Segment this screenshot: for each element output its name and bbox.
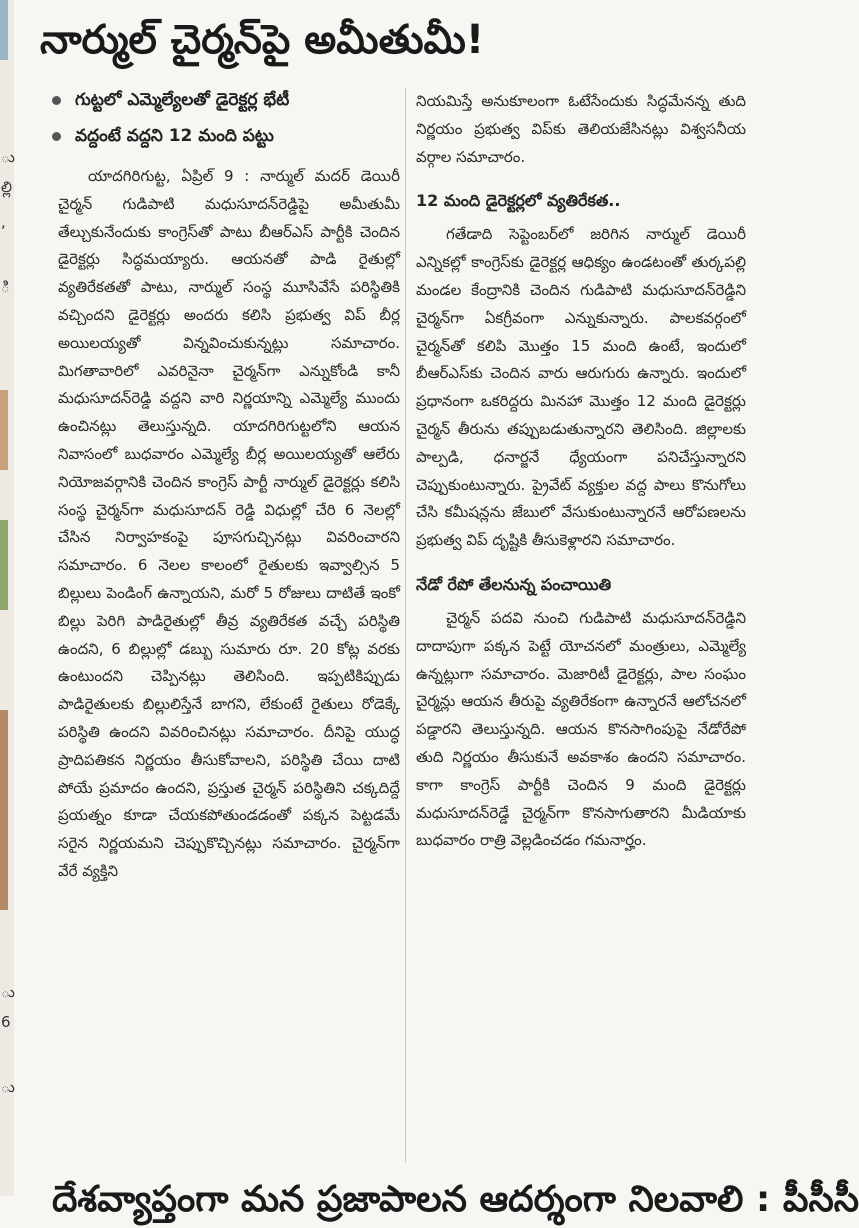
- column-divider: [405, 88, 406, 1163]
- bullet-dot-icon: [52, 96, 61, 105]
- bullet-item: [52, 82, 397, 118]
- edge-text-fragment: ల్లి: [1, 178, 12, 196]
- right-column: [416, 88, 746, 1158]
- edge-photo-fragment: [0, 710, 8, 910]
- bullet-text: గుట్టలో ఎమ్మెల్యేలతో డైరెక్టర్ల భేటీ: [75, 90, 290, 110]
- article-body-paragraph: యాదగిరిగుట్ట, ఏప్రిల్ 9 : నార్ముల్ మదర్ డెయిరీ చైర్మన్ గుడిపాటి మధుసూదన్‌రెడ్డిపై అమీతుమీ తేల్చుకునేందుకు కాంగ్రెస్‌తో పాటు బీఆర్ఎస్ పార్టీకి చెందిన డైరెక్టర్లు సిద్ధమయ్యారు. ఆయనతో పాడి రైతుల్లో వ్యతిరేకతతో పాటు, నార్ముల్ సంస్థ మూసివేసే పరిస్థితికి వచ్చిందని డైరెక్టర్లు అందరు కలిసి ప్రభుత్వ విప్ బీర్ల అయిలయ్యతో విన్నవించుకున్నట్లు సమాచారం. మిగతావారిలో ఎవరినైనా చైర్మన్‌గా ఎన్నుకోండి కానీ మధుసూదన్‌రెడ్డి వద్దని వారి నిర్ణయాన్ని ఎమ్మెల్యే ముందు ఉంచినట్లు తెలుస్తున్నది. యాదగిరిగుట్టలోని ఆయన నివాసంలో బుధవారం ఎమ్మెల్యే బీర్ల అయిలయ్యతో ఆలేరు నియోజవర్గానికి చెందిన కాంగ్రెస్ పార్టీ నార్ముల్ డైరెక్టర్లు కలిసి సంస్థ చైర్మన్‌గా మధుసూదన్ రెడ్డి విధుల్లో చేరి 6 నెలల్లో చేసిన నిర్వాహకంపై పూసగుచ్చినట్లు వివరించారని సమాచారం. 6 నెలల కాలంలో రైతులకు ఇవ్వాల్సిన 5 బిల్లులు పెండింగ్ ఉన్నాయని, మరో 5 రోజులు దాటితే ఇంకో బిల్లు పెరిగి పాడిరైతుల్లో తీవ్ర వ్యతిరేకత వచ్చే పరిస్థితి ఉందని, 6 బిల్లుల్లో డబ్బు సుమారు రూ. 20 కోట్ల వరకు ఉంటుందని చెప్పినట్లు తెలిసింది. ఇప్పటికిప్పుడు పాడిరైతులకు బిల్లులిస్తేనే బాగని, లేకుంటే రైతులు రోడెక్కే పరిస్థితి ఉందని వివరించినట్లు సమాచారం. దీనిపై యుద్ధ ప్రాదిపతికన నిర్ణయం తీసుకోవాలని, పరిస్థితి చేయి దాటి పోయే ప్రమాదం ఉందని, ప్రస్తుత చైర్మన్ పరిస్థితిని చక్కదిద్దే ప్రయత్నం కూడా చేయకపోతుండడంతో పక్కన పెట్టడమే సరైన నిర్ణయమని చెప్పుకొచ్చినట్లు సమాచారం. చైర్మన్‌గా వేరే వ్యక్తిని: [58, 167, 400, 880]
- left-page-edge: [0, 0, 14, 1196]
- section-heading: 12 మంది డైరెక్టర్లలో వ్యతిరేకత..: [416, 191, 621, 211]
- bullet-text: వద్దంటే వద్దని 12 మంది పట్టు: [75, 126, 274, 146]
- article-body-paragraph: గతేడాది సెప్టెంబర్‌లో జరిగిన నార్ముల్ డెయిరీ ఎన్నికల్లో కాంగ్రెస్‌కు డైరెక్టర్ల ఆధిక్యం ఉండటంతో తుర్కపల్లి మండల కేంద్రానికి చెందిన గుడిపాటి మధుసూదన్‌రెడ్డిని చైర్మన్‌గా ఏకగ్రీవంగా ఎన్నుకున్నారు. పాలకవర్గంలో చైర్మన్‌తో కలిపి మొత్తం 15 మంది ఉంటే, ఇందులో బీఆర్ఎస్‌కు చెందిన వారు ఆరుగురు ఉన్నారు. ఇందులో ప్రధానంగా ఒకరిద్దరు మినహా మొత్తం 12 మంది డైరెక్టర్లు చైర్మన్ తీరును తప్పుబడుతున్నారని తెలిసింది. జిల్లాలకు పాల్పడి, ధనార్జనే ధ్యేయంగా పనిచేస్తున్నారని చెప్పుకుంటున్నారు. ప్రైవేట్ వ్యక్తుల వద్ద పాలు కొనుగోలు చేసి కమీషన్లను జేబులో వేసుకుంటున్నారనే ఆరోపణలను ప్రభుత్వ విప్ దృష్టికి తీసుకెళ్లారని సమాచారం.: [416, 225, 746, 550]
- edge-text-fragment: ు: [1, 983, 15, 1001]
- edge-text-fragment: ,: [1, 213, 6, 231]
- edge-photo-fragment: [0, 390, 8, 470]
- edge-photo-fragment: [0, 0, 8, 60]
- highlight-bullets: [52, 82, 397, 154]
- article-headline: నార్ముల్ చైర్మన్‌పై అమీతుమీ!: [40, 17, 485, 63]
- edge-text-fragment: ి: [1, 278, 10, 296]
- edge-text-fragment: ు: [1, 148, 15, 166]
- section-heading: నేడో రేపో తేలనున్న పంచాయితి: [416, 574, 612, 594]
- left-column: [58, 163, 400, 1163]
- bullet-dot-icon: [52, 132, 61, 141]
- bullet-item: [52, 118, 397, 154]
- article-body-continuation: నియమిస్తే అనుకూలంగా ఓటేసేందుకు సిద్ధమేనన్న తుది నిర్ణయం ప్రభుత్వ విప్‌కు తెలియజేసినట్లు విశ్వసనీయ వర్గాల సమాచారం.: [416, 92, 746, 166]
- article-body-paragraph: చైర్మన్ పదవి నుంచి గుడిపాటి మధుసూదన్‌రెడ్డిని దాదాపుగా పక్కన పెట్టే యోచనలో మంత్రులు, ఎమ్మెల్యే ఉన్నట్లుగా సమాచారం. మెజారిటీ డైరెక్టర్లు, పాల సంఘం చైర్మన్లు ఆయన తీరుపై వ్యతిరేకంగా ఉన్నారనే ఆలోచనలో పడ్డారని తెలుస్తున్నది. ఆయన కొనసాగింపుపై నేడోరేపో తుది నిర్ణయం తీసుకునే అవకాశం ఉందని సమాచారం. కాగా కాంగ్రెస్ పార్టీకి చెందిన 9 మంది డైరెక్టర్లు మధుసూదన్‌రెడ్డే చైర్మన్‌గా కొనసాగుతారని మీడియాకు బుధవారం రాత్రి వెల్లడించడం గమనార్హం.: [416, 608, 746, 850]
- edge-photo-fragment: [0, 520, 8, 610]
- next-article-headline: దేశవ్యాప్తంగా మన ప్రజాపాలన ఆదర్శంగా నిలవాలి : పీసీసీ: [52, 1179, 859, 1220]
- edge-text-fragment: ు: [1, 1078, 15, 1096]
- edge-text-fragment: 6: [1, 1013, 11, 1031]
